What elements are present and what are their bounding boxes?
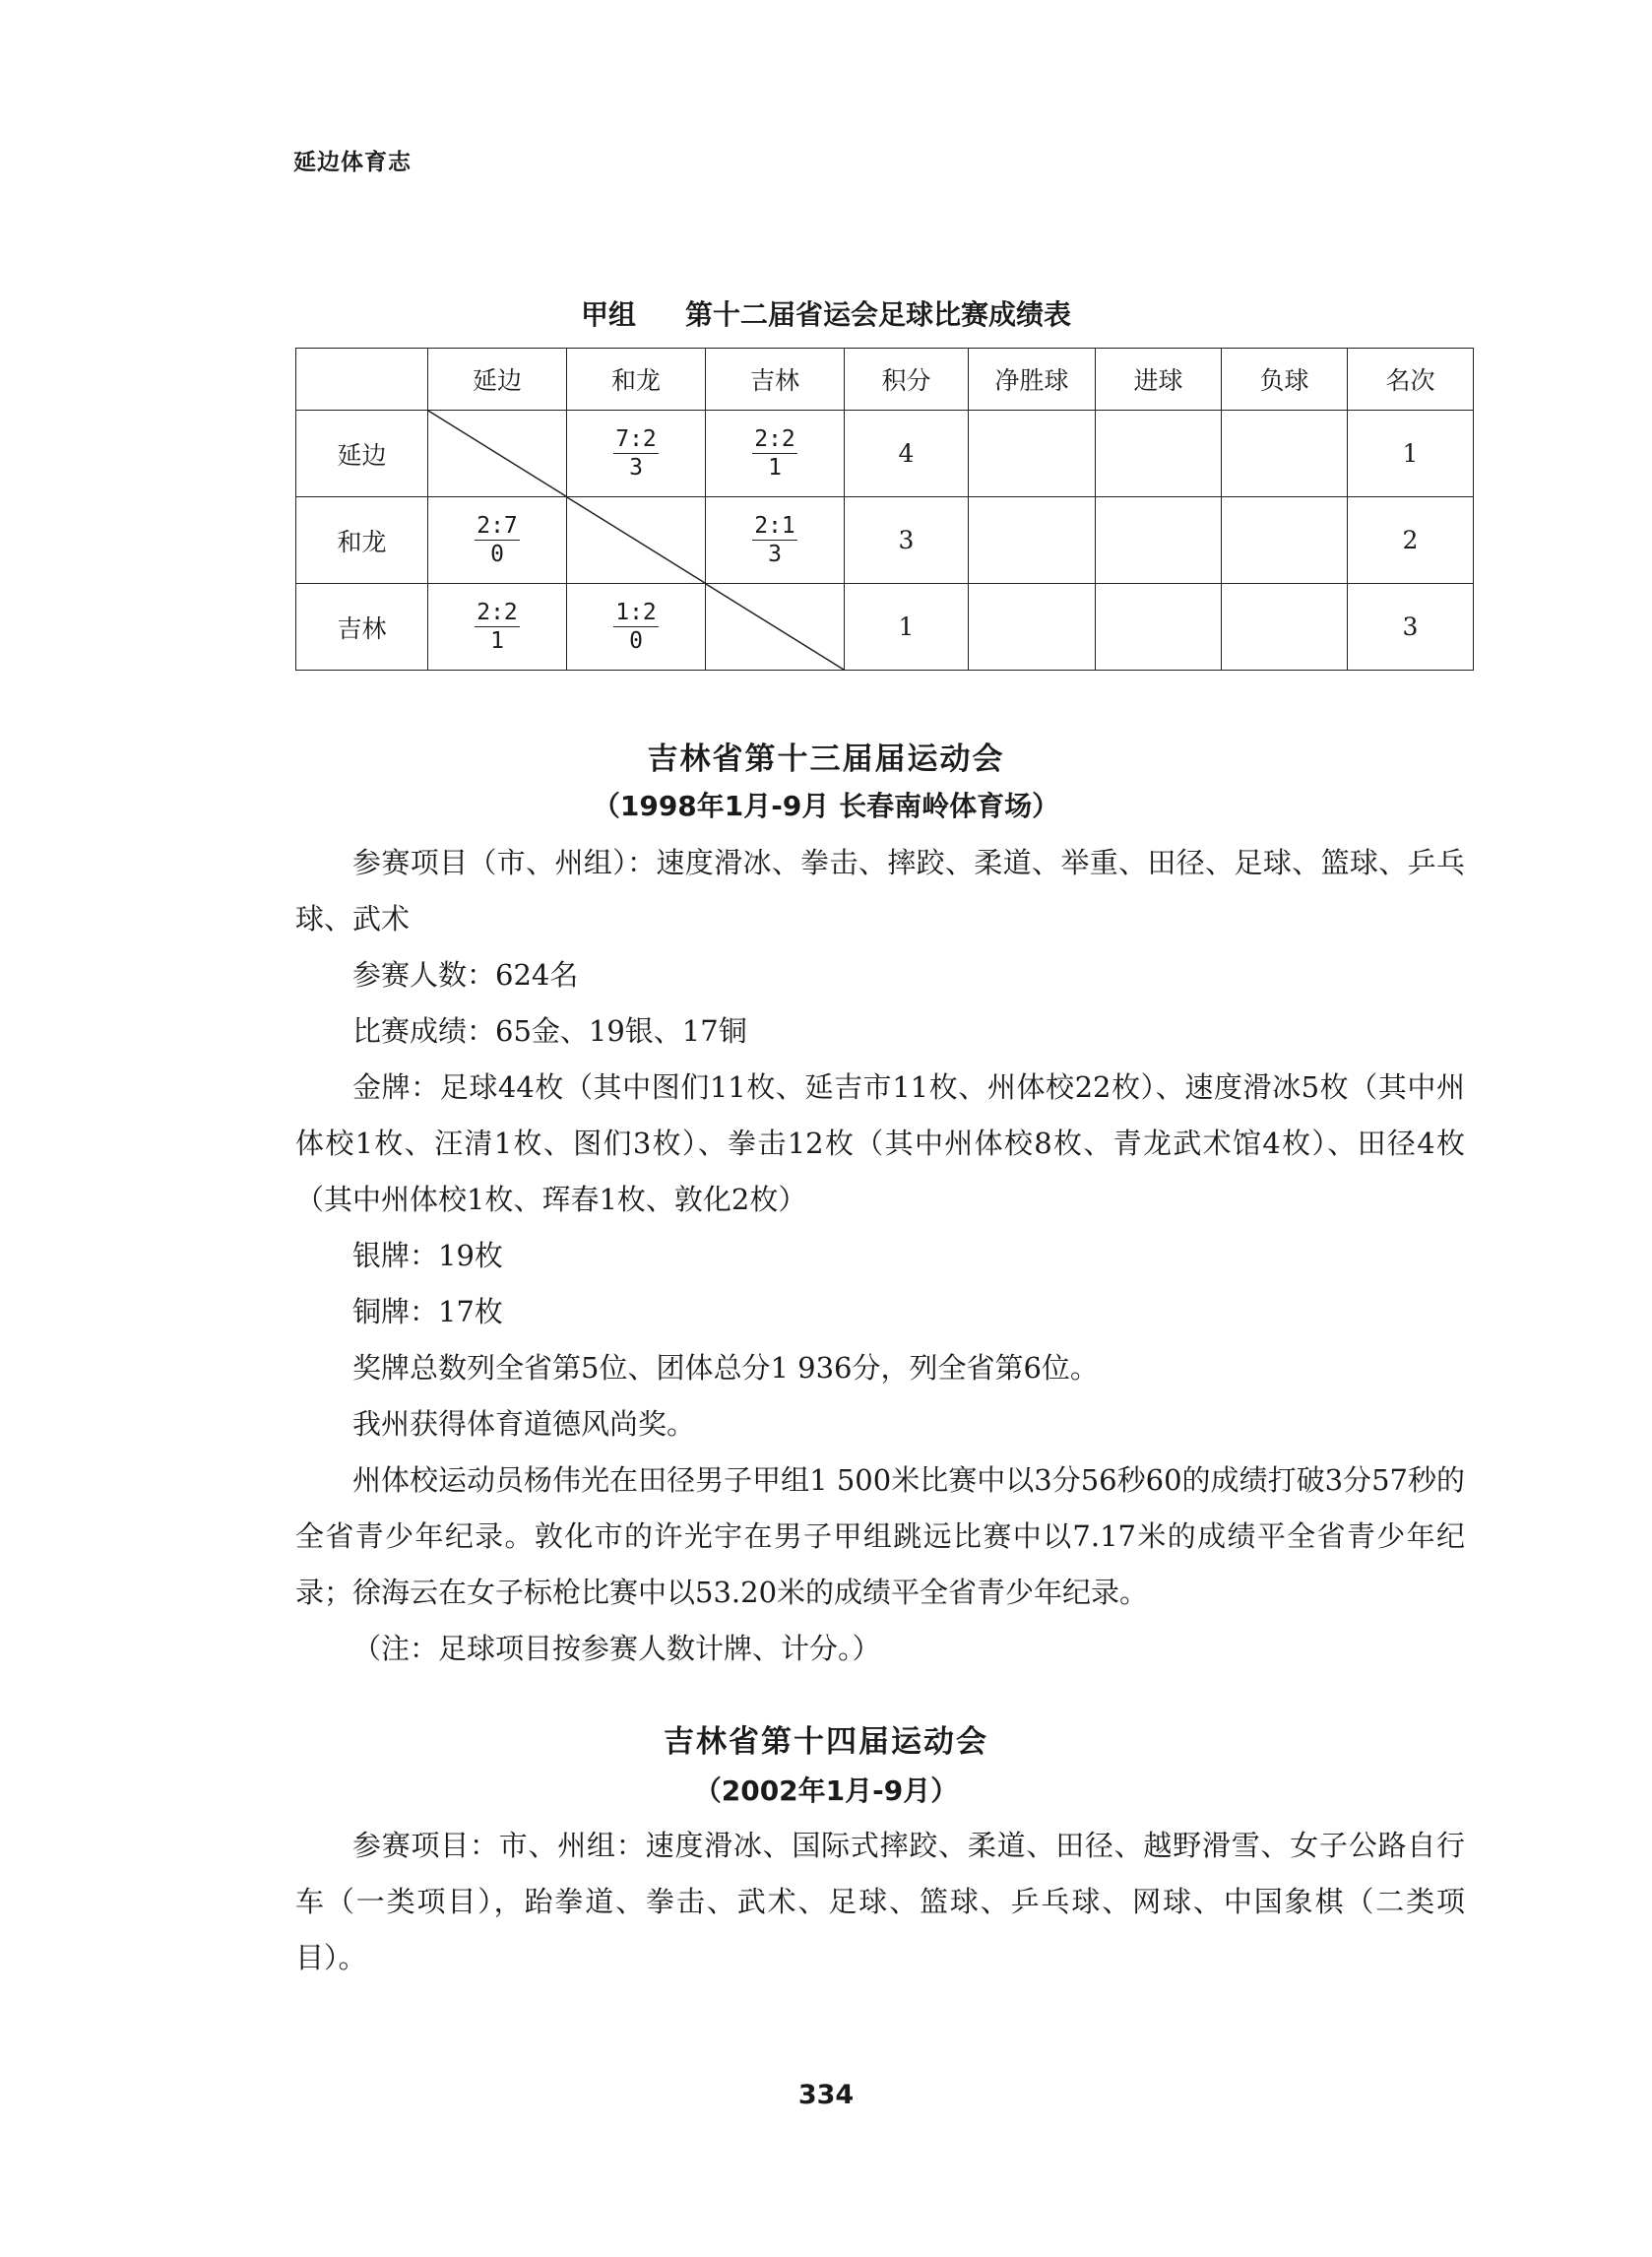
header-cell: 进球 <box>1096 349 1222 411</box>
header-cell: 延边 <box>428 349 567 411</box>
header-cell: 和龙 <box>567 349 706 411</box>
paragraph: 奖牌总数列全省第5位、团体总分1 936分，列全省第6位。 <box>352 1351 1099 1385</box>
match-cell <box>706 497 845 584</box>
match-score: 2:7 <box>475 513 520 541</box>
table-row <box>296 497 1474 584</box>
rank-cell: 3 <box>1348 584 1474 671</box>
section13-subtitle: （1998年1月-9月 长春南岭体育场） <box>592 790 1060 822</box>
diagonal-cell <box>567 497 706 584</box>
header-cell: 负球 <box>1222 349 1348 411</box>
rank-cell: 2 <box>1348 497 1474 584</box>
points-cell: 4 <box>845 411 969 497</box>
net-goals-cell <box>969 411 1096 497</box>
paragraph: 参赛项目（市、州组）：速度滑冰、拳击、摔跤、柔道、举重、田径、足球、篮球、乒乓球、武术 <box>295 846 1465 935</box>
match-points: 0 <box>490 542 504 567</box>
goals-against-cell <box>1222 411 1348 497</box>
match-score: 2:2 <box>475 600 520 627</box>
goals-against-cell <box>1222 584 1348 671</box>
running-head: 延边体育志 <box>293 150 412 175</box>
match-score: 7:2 <box>613 426 659 454</box>
match-points: 3 <box>768 542 782 567</box>
paragraph: 我州获得体育道德风尚奖。 <box>352 1407 696 1441</box>
match-points: 0 <box>629 628 643 654</box>
match-cell <box>428 497 567 584</box>
section14-body <box>295 1818 1465 1986</box>
table-row <box>296 411 1474 497</box>
points-cell: 3 <box>845 497 969 584</box>
header-cell: 吉林 <box>706 349 845 411</box>
row-team-cell: 延边 <box>296 411 428 497</box>
table-title <box>0 293 1652 333</box>
rank-cell: 1 <box>1348 411 1474 497</box>
match-score: 1:2 <box>613 600 659 627</box>
section13-title: 吉林省第十三届届运动会 <box>647 742 1005 777</box>
section13-body <box>295 835 1465 1677</box>
match-result <box>752 513 797 568</box>
diagonal-cell <box>706 584 845 671</box>
goals-against-cell <box>1222 497 1348 584</box>
match-cell <box>706 411 845 497</box>
header-cell: 净胜球 <box>969 349 1096 411</box>
results-table <box>295 348 1474 671</box>
match-result <box>613 426 659 482</box>
section14-title: 吉林省第十四届运动会 <box>664 1724 988 1760</box>
net-goals-cell <box>969 584 1096 671</box>
paragraph: 银牌：19枚 <box>352 1239 503 1272</box>
match-result <box>613 600 659 655</box>
goals-for-cell <box>1096 584 1222 671</box>
match-cell <box>567 411 706 497</box>
table-title-group: 甲组 <box>580 298 636 331</box>
match-cell <box>428 584 567 671</box>
match-score: 2:2 <box>752 426 797 454</box>
note-paragraph: （注：足球项目按参赛人数计牌、计分。） <box>352 1632 881 1665</box>
section14-subtitle: （2002年1月-9月） <box>693 1774 959 1807</box>
table-row <box>296 584 1474 671</box>
diagonal-cell <box>428 411 567 497</box>
match-result <box>475 600 520 655</box>
match-cell <box>567 584 706 671</box>
row-team-cell: 吉林 <box>296 584 428 671</box>
paragraph: 铜牌：17枚 <box>352 1295 503 1328</box>
net-goals-cell <box>969 497 1096 584</box>
paragraph: 参赛项目：市、州组：速度滑冰、国际式摔跤、柔道、田径、越野滑雪、女子公路自行车（一类项目），跆拳道、拳击、武术、足球、篮球、乒乓球、网球、中国象棋（二类项目）。 <box>295 1829 1465 1974</box>
match-result <box>752 426 797 482</box>
points-cell: 1 <box>845 584 969 671</box>
paragraph: 比赛成绩：65金、19银、17铜 <box>352 1014 747 1048</box>
table-title-text: 第十二届省运会足球比赛成绩表 <box>685 298 1072 331</box>
table-header-row <box>296 349 1474 411</box>
header-cell: 积分 <box>845 349 969 411</box>
header-corner <box>296 349 428 411</box>
page-number: 334 <box>797 2080 855 2110</box>
match-score: 2:1 <box>752 513 797 541</box>
paragraph: 州体校运动员杨伟光在田径男子甲组1 500米比赛中以3分56秒60的成绩打破3分57秒的全省青少年纪录。敦化市的许光宇在男子甲组跳远比赛中以7.17米的成绩平全省青少年纪录；徐海云在女子标枪比赛中以53.20米的成绩平全省青少年纪录。 <box>295 1463 1465 1609</box>
goals-for-cell <box>1096 497 1222 584</box>
paragraph: 金牌：足球44枚（其中图们11枚、延吉市11枚、州体校22枚）、速度滑冰5枚（其中州体校1枚、汪清1枚、图们3枚）、拳击12枚（其中州体校8枚、青龙武术馆4枚）、田径4枚（其中州体校1枚、珲春1枚、敦化2枚） <box>295 1070 1465 1216</box>
goals-for-cell <box>1096 411 1222 497</box>
paragraph: 参赛人数：624名 <box>352 958 579 992</box>
header-cell: 名次 <box>1348 349 1474 411</box>
match-points: 3 <box>629 455 643 481</box>
row-team-cell: 和龙 <box>296 497 428 584</box>
match-result <box>475 513 520 568</box>
match-points: 1 <box>768 455 782 481</box>
match-points: 1 <box>490 628 504 654</box>
